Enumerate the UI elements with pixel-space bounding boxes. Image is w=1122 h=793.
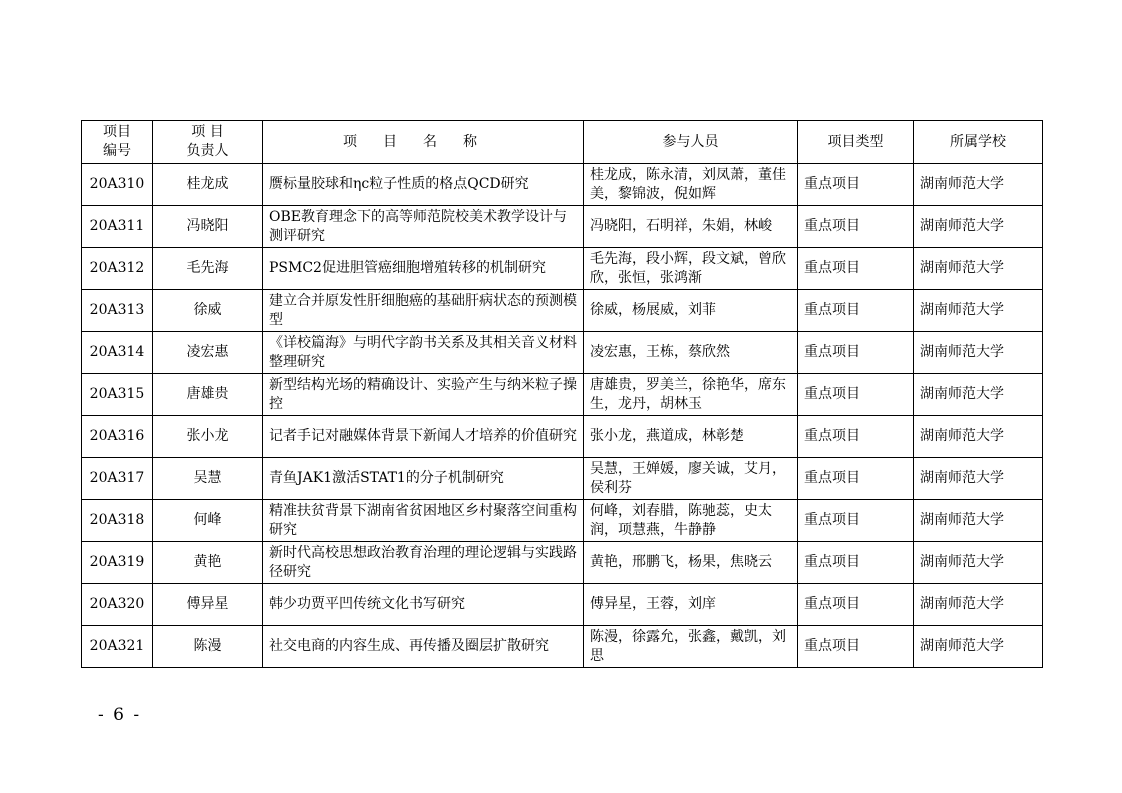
header-project-name-label: 项目名称 — [343, 133, 503, 150]
header-row — [82, 121, 1043, 164]
cell-school: 湖南师范大学 — [914, 542, 1043, 584]
project-table — [81, 120, 1043, 668]
table-row — [82, 542, 1043, 584]
cell-members: 黄艳，邢鹏飞，杨果，焦晓云 — [584, 542, 798, 584]
cell-project-id: 20A318 — [82, 500, 153, 542]
cell-school: 湖南师范大学 — [914, 374, 1043, 416]
cell-members: 傅异星，王蓉，刘庠 — [584, 584, 798, 626]
cell-project-name: 精准扶贫背景下湖南省贫困地区乡村聚落空间重构研究 — [263, 500, 584, 542]
cell-school: 湖南师范大学 — [914, 500, 1043, 542]
cell-project-name: 记者手记对融媒体背景下新闻人才培养的价值研究 — [263, 416, 584, 458]
cell-project-lead: 桂龙成 — [153, 164, 263, 206]
cell-project-name: PSMC2促进胆管癌细胞增殖转移的机制研究 — [263, 248, 584, 290]
cell-project-id: 20A312 — [82, 248, 153, 290]
cell-project-lead: 吴慧 — [153, 458, 263, 500]
cell-members: 陈漫，徐露允，张鑫，戴凯，刘思 — [584, 626, 798, 668]
cell-project-lead: 张小龙 — [153, 416, 263, 458]
header-project-lead — [153, 121, 263, 164]
cell-school: 湖南师范大学 — [914, 416, 1043, 458]
header-project-lead-line2: 负责人 — [186, 143, 229, 159]
cell-project-type: 重点项目 — [798, 500, 914, 542]
header-members: 参与人员 — [584, 121, 798, 164]
cell-project-type: 重点项目 — [798, 290, 914, 332]
cell-project-id: 20A320 — [82, 584, 153, 626]
header-project-id-line2: 编号 — [103, 143, 131, 159]
cell-project-id: 20A316 — [82, 416, 153, 458]
cell-project-lead: 毛先海 — [153, 248, 263, 290]
cell-project-lead: 唐雄贵 — [153, 374, 263, 416]
table-row — [82, 626, 1043, 668]
table-row — [82, 248, 1043, 290]
table-body — [82, 164, 1043, 668]
cell-project-name: 赝标量胶球和ηc粒子性质的格点QCD研究 — [263, 164, 584, 206]
cell-members: 桂龙成，陈永清，刘凤萧，董佳美，黎锦波，倪如辉 — [584, 164, 798, 206]
page-number: - 6 - — [98, 705, 142, 725]
cell-project-lead: 凌宏惠 — [153, 332, 263, 374]
cell-project-lead: 何峰 — [153, 500, 263, 542]
header-project-id — [82, 121, 153, 164]
cell-project-name: 新型结构光场的精确设计、实验产生与纳米粒子操控 — [263, 374, 584, 416]
table-row — [82, 500, 1043, 542]
cell-project-name: 青鱼JAK1激活STAT1的分子机制研究 — [263, 458, 584, 500]
cell-project-type: 重点项目 — [798, 206, 914, 248]
table-row — [82, 458, 1043, 500]
cell-project-id: 20A314 — [82, 332, 153, 374]
cell-project-type: 重点项目 — [798, 164, 914, 206]
cell-school: 湖南师范大学 — [914, 290, 1043, 332]
cell-project-lead: 冯晓阳 — [153, 206, 263, 248]
cell-project-type: 重点项目 — [798, 248, 914, 290]
cell-project-lead: 徐威 — [153, 290, 263, 332]
header-project-id-line1: 项目 — [103, 124, 131, 140]
cell-members: 吴慧，王婵媛，廖关诚，艾月，侯利芬 — [584, 458, 798, 500]
cell-project-id: 20A310 — [82, 164, 153, 206]
table-row — [82, 206, 1043, 248]
cell-members: 张小龙，燕道成，林彰楚 — [584, 416, 798, 458]
cell-project-type: 重点项目 — [798, 458, 914, 500]
cell-project-type: 重点项目 — [798, 374, 914, 416]
cell-project-id: 20A311 — [82, 206, 153, 248]
cell-project-lead: 傅异星 — [153, 584, 263, 626]
cell-project-name: 新时代高校思想政治教育治理的理论逻辑与实践路径研究 — [263, 542, 584, 584]
table-row — [82, 416, 1043, 458]
cell-project-name: 社交电商的内容生成、再传播及圈层扩散研究 — [263, 626, 584, 668]
cell-project-id: 20A315 — [82, 374, 153, 416]
table-row — [82, 584, 1043, 626]
cell-project-id: 20A319 — [82, 542, 153, 584]
cell-members: 何峰，刘春腊，陈驰蕊，史太润，项慧燕，牛静静 — [584, 500, 798, 542]
cell-members: 毛先海，段小辉，段文斌，曾欣欣，张恒，张鸿渐 — [584, 248, 798, 290]
cell-members: 冯晓阳，石明祥，朱娟，林峻 — [584, 206, 798, 248]
cell-project-name: 建立合并原发性肝细胞癌的基础肝病状态的预测模型 — [263, 290, 584, 332]
header-school: 所属学校 — [914, 121, 1043, 164]
cell-project-id: 20A313 — [82, 290, 153, 332]
cell-project-lead: 黄艳 — [153, 542, 263, 584]
cell-members: 唐雄贵，罗美兰，徐艳华，席东生，龙丹，胡林玉 — [584, 374, 798, 416]
cell-project-id: 20A317 — [82, 458, 153, 500]
cell-project-type: 重点项目 — [798, 416, 914, 458]
cell-project-type: 重点项目 — [798, 332, 914, 374]
cell-school: 湖南师范大学 — [914, 164, 1043, 206]
cell-school: 湖南师范大学 — [914, 206, 1043, 248]
header-project-lead-line1: 项 目 — [191, 124, 224, 140]
cell-school: 湖南师范大学 — [914, 458, 1043, 500]
cell-project-name: OBE教育理念下的高等师范院校美术教学设计与测评研究 — [263, 206, 584, 248]
table-row — [82, 164, 1043, 206]
table-row — [82, 290, 1043, 332]
cell-project-lead: 陈漫 — [153, 626, 263, 668]
table-row — [82, 332, 1043, 374]
cell-project-id: 20A321 — [82, 626, 153, 668]
cell-members: 凌宏惠，王栋，蔡欣然 — [584, 332, 798, 374]
cell-project-name: 韩少功贾平凹传统文化书写研究 — [263, 584, 584, 626]
cell-school: 湖南师范大学 — [914, 332, 1043, 374]
table-header — [82, 121, 1043, 164]
cell-school: 湖南师范大学 — [914, 248, 1043, 290]
cell-project-type: 重点项目 — [798, 626, 914, 668]
cell-project-type: 重点项目 — [798, 542, 914, 584]
cell-school: 湖南师范大学 — [914, 584, 1043, 626]
table-row — [82, 374, 1043, 416]
cell-project-type: 重点项目 — [798, 584, 914, 626]
header-project-type: 项目类型 — [798, 121, 914, 164]
cell-members: 徐威，杨展威，刘菲 — [584, 290, 798, 332]
cell-project-name: 《详校篇海》与明代字韵书关系及其相关音义材料整理研究 — [263, 332, 584, 374]
header-project-name — [263, 121, 584, 164]
cell-school: 湖南师范大学 — [914, 626, 1043, 668]
